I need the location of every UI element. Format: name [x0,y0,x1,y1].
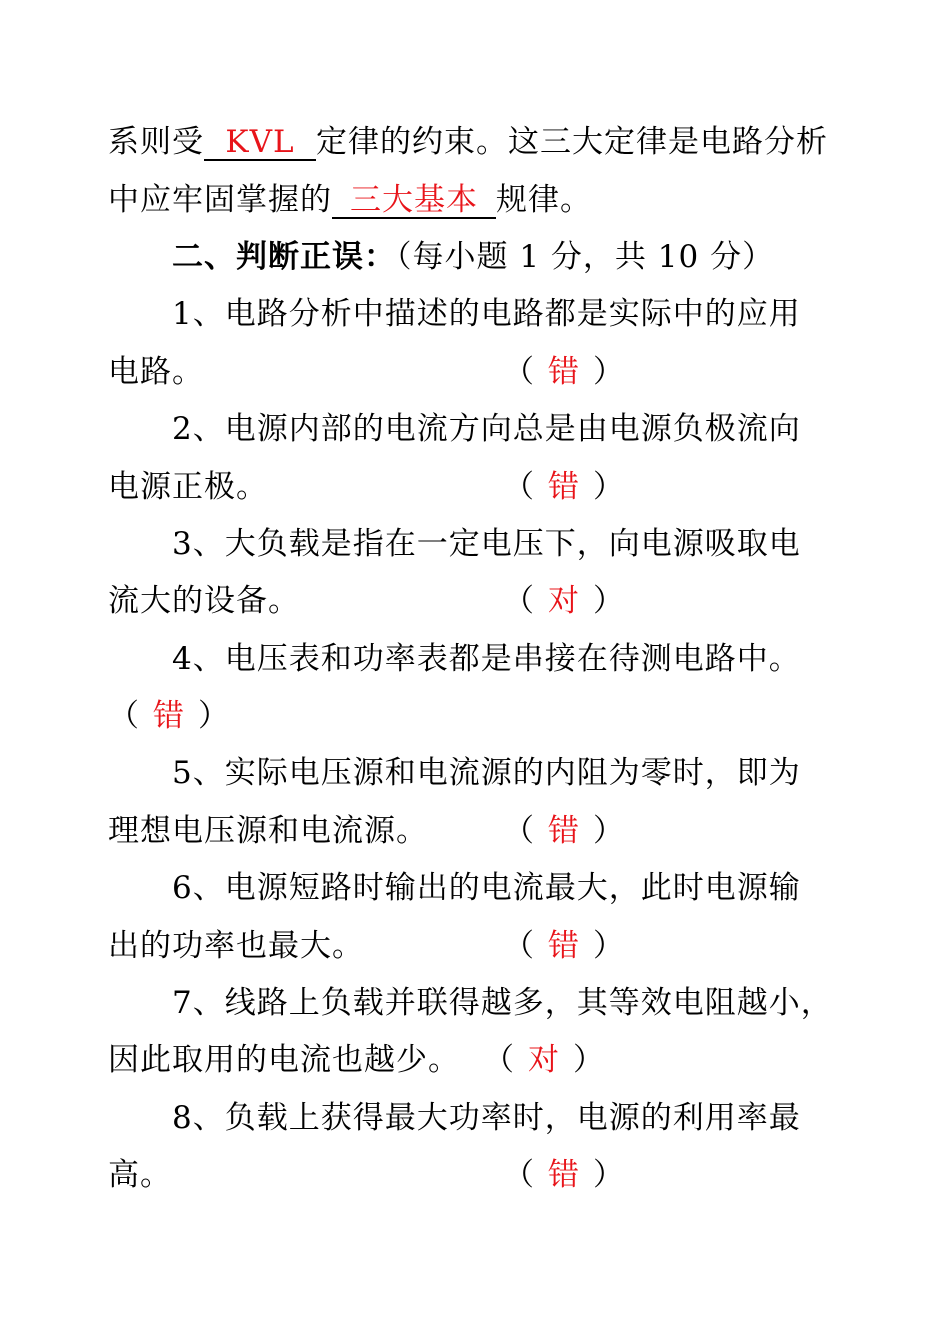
paren-open: （ [503,469,534,505]
paren-open: （ [483,1042,514,1078]
paren-close: ） [593,1157,624,1193]
question-5-line-2: 理想电压源和电流源。 [108,813,428,849]
answer-paren [503,352,624,392]
question-7-line-1: 7、线路上负载并联得越多，其等效电阻越小， [172,985,833,1021]
question-3-line-2: 流大的设备。 [108,583,300,619]
answer-mark: 对 [548,583,579,619]
fill-line-1 [108,122,828,162]
answer-mark: 错 [548,813,579,849]
answer-mark: 错 [548,354,579,390]
question-8-line-2: 高。 [108,1157,172,1193]
fill-line-2 [108,180,592,220]
fill-text: 定律的约束。这三大定律是电路分析 [316,124,828,160]
answer-paren [503,811,624,851]
answer-kvl: KVL [225,124,295,160]
answer-blank [204,125,316,161]
question-5-line-1: 5、实际电压源和电流源的内阻为零时，即为 [172,755,801,791]
answer-basic: 三大基本 [350,182,478,218]
paren-open: （ [503,813,534,849]
answer-blank [332,183,496,219]
answer-mark: 错 [548,1157,579,1193]
answer-mark: 对 [528,1042,559,1078]
question-7-line-2: 因此取用的电流也越少。 [108,1042,460,1078]
answer-paren [503,926,624,966]
paren-close: ） [593,354,624,390]
paren-close: ） [593,583,624,619]
fill-text: 中应牢固掌握的 [108,182,332,218]
paren-open: （ [503,354,534,390]
question-4-line-1: 4、电压表和功率表都是串接在待测电路中。 [172,641,801,677]
answer-mark: 错 [548,928,579,964]
question-3-line-1: 3、大负载是指在一定电压下，向电源吸取电 [172,526,801,562]
answer-paren [108,696,229,736]
paren-open: （ [503,1157,534,1193]
question-1-line-1: 1、电路分析中描述的电路都是实际中的应用 [172,296,801,332]
answer-mark: 错 [153,698,184,734]
fill-text: 规律。 [496,182,592,218]
section-title: 二、判断正误： [172,239,396,275]
question-8-line-1: 8、负载上获得最大功率时，电源的利用率最 [172,1100,801,1136]
question-2-line-1: 2、电源内部的电流方向总是由电源负极流向 [172,411,801,447]
fill-text: 系则受 [108,124,204,160]
question-6-line-1: 6、电源短路时输出的电流最大，此时电源输 [172,870,801,906]
section-note: （每小题 1 分，共 10 分） [396,239,775,275]
paren-close: ） [593,813,624,849]
section-heading [172,237,774,277]
question-2-line-2: 电源正极。 [108,469,268,505]
paren-close: ） [593,469,624,505]
answer-paren [483,1040,604,1080]
answer-paren [503,581,624,621]
question-1-line-2: 电路。 [108,354,204,390]
paren-open: （ [503,928,534,964]
paren-open: （ [503,583,534,619]
question-6-line-2: 出的功率也最大。 [108,928,364,964]
paren-close: ） [198,698,229,734]
answer-mark: 错 [548,469,579,505]
answer-paren [503,1155,624,1195]
paren-close: ） [573,1042,604,1078]
paren-close: ） [593,928,624,964]
paren-open: （ [108,698,139,734]
answer-paren [503,467,624,507]
